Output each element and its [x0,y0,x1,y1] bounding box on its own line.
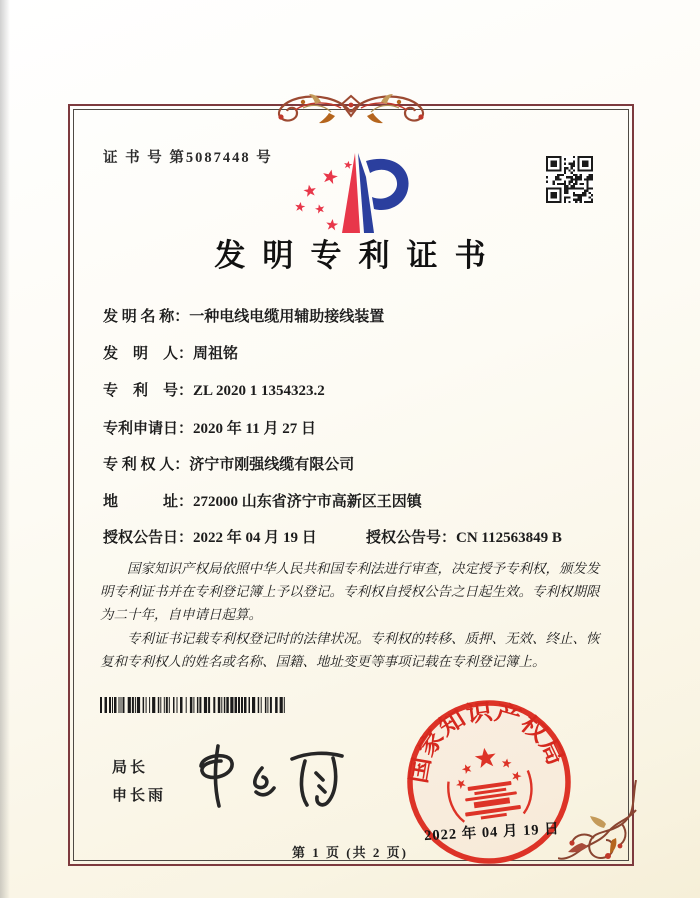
field-label: 专 利 权 人： [103,457,190,473]
legal-text [100,557,606,673]
field-value: ZL 2020 1 1354323.2 [193,383,325,399]
grant-date-pair [103,526,366,547]
barcode-icon [100,697,286,713]
field-value: 济宁市刚强线缆有限公司 [189,457,355,473]
field-label: 授权公告日： [103,530,194,546]
field-value: CN 112563849 B [456,530,562,546]
field-label: 发 明 人： [103,346,194,362]
field-value: 周祖铭 [193,346,239,362]
field-patentee [103,453,354,474]
field-value: 272000 山东省济宁市高新区王因镇 [193,494,422,510]
field-label: 专利申请日： [103,421,194,437]
handwritten-signature-icon [188,736,360,820]
legal-paragraph-2: 专利证书记载专利权登记时的法律状况。专利权的转移、质押、无效、终止、恢复和专利权人的姓名或名称、国籍、地址变更等事项记载在专利登记簿上。 [100,630,600,669]
field-label: 授权公告号： [366,530,457,546]
signer-title: 局长 [112,760,149,776]
field-filing-date [103,417,316,438]
grant-number-pair [366,530,562,546]
certificate-number: 证 书 号 第5087448 号 [103,150,273,166]
field-invention-name [103,305,384,326]
field-label: 专 利 号： [103,383,194,399]
legal-paragraph-1: 国家知识产权局依照中华人民共和国专利法进行审查，决定授予专利权，颁发发明专利证书并在专利登记簿上予以登记。专利权自授权公告之日起生效。专利权期限为二十年，自申请日起算。 [100,561,600,623]
field-value: 一种电线电缆用辅助接线装置 [189,309,385,325]
seal-ring-text: 国家知识产权局 [405,699,568,786]
field-address [103,490,422,511]
seal-date-stamp: 2022 年 04 月 19 日 [423,821,561,845]
field-grant-row [103,526,562,547]
field-inventor [103,342,238,363]
certificate-title: 发明专利证书 [214,238,503,273]
field-value: 2022 年 04 月 19 日 [193,530,317,546]
page-number: 第 1 页 (共 2 页) [292,845,408,860]
field-label: 地 址： [103,494,194,510]
cnipa-logo-icon [286,147,418,235]
field-value: 2020 年 11 月 27 日 [193,421,316,437]
floral-ornament-corner-icon [558,780,644,876]
field-label: 发 明 名 称： [103,309,190,325]
qr-code-icon [546,156,593,203]
field-patent-number [103,379,325,400]
signer-name: 申长雨 [112,788,167,804]
floral-ornament-top-icon [253,86,449,124]
